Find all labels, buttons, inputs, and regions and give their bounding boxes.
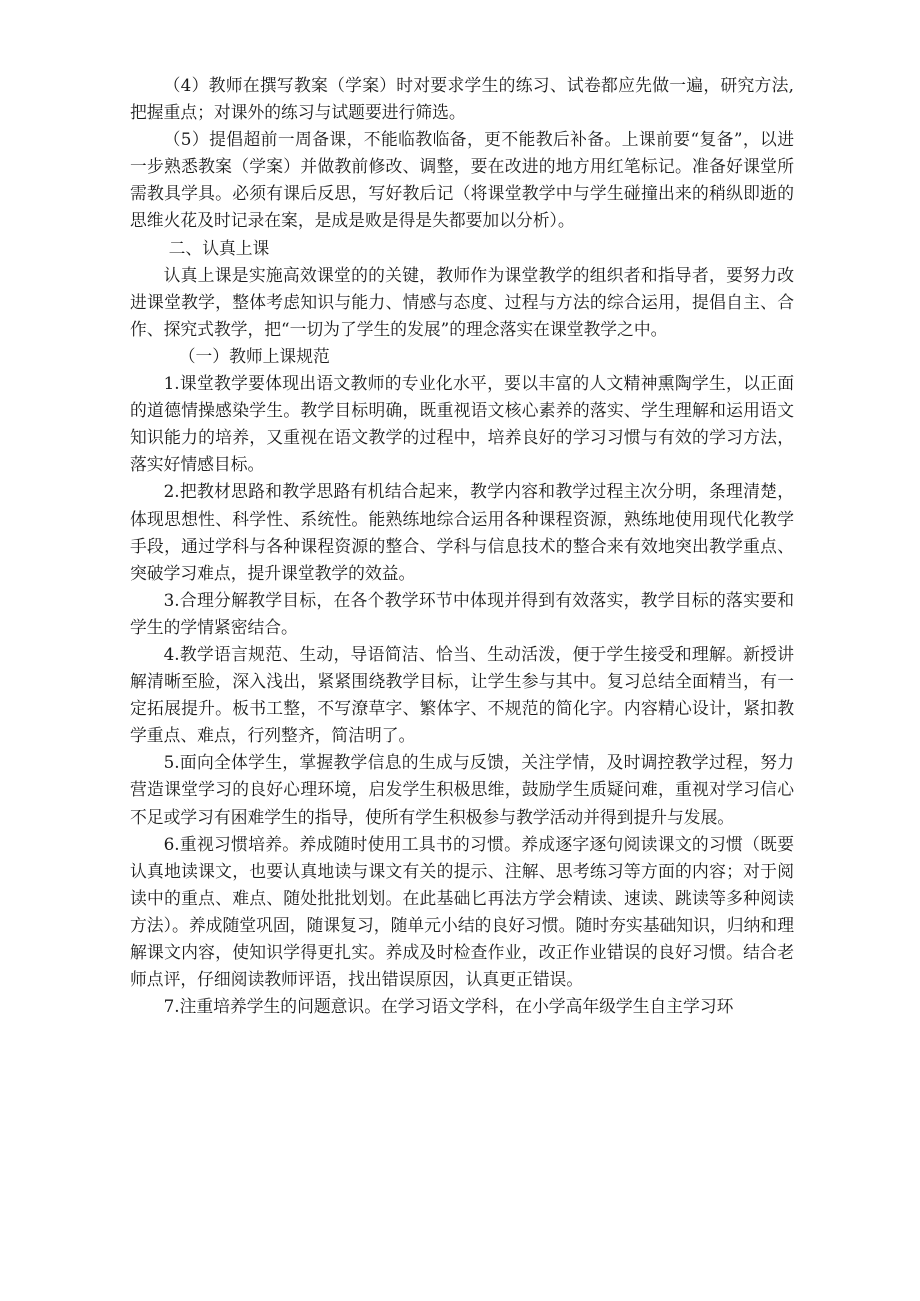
- paragraph-rule-4: 4.教学语言规范、生动，导语简洁、恰当、生动活泼，便于学生接受和理解。新授讲解清晰至脸，深入浅出，紧紧围绕教学目标，让学生参与其中。复习总结全面精当，有一定拓展提升。板书工整，不写潦草字、繁体字、不规范的简化字。内容精心设计，紧扣教学重点、难点，行列整齐，简洁明了。: [130, 643, 794, 746]
- paragraph-rule-6: 6.重视习惯培养。养成随时使用工具书的习惯。养成逐字逐句阅读课文的习惯（既要认真地读课文，也要认真地读与课文有关的提示、注解、思考练习等方面的内容；对于阅读中的重点、难点、随处批批划划。在此基础匕再法方学会精读、速读、跳读等多种阅读方法）。养成随堂巩固，随课复习，随单元小结的良好习惯。随时夯实基础知识，归纳和理解课文内容，使知识学得更扎实。养成及时检查作业，改正作业错误的良好习惯。结合老师点评，仔细阅读教师评语，找出错误原因，认真更正错误。: [130, 833, 794, 990]
- section-heading: 二、认真上课: [168, 237, 270, 258]
- paragraph-item-4: （4）教师在撰写教案（学案）时对要求学生的练习、试卷都应先做一遍，研究方法,把握重点；对课外的练习与试题要进行筛选。: [130, 75, 794, 123]
- paragraph-item-5: （5）提倡超前一周备课，不能临教临备，更不能教后补备。上课前要“复备”，以进一步熟悉教案（学案）并做教前修改、调整，要在改进的地方用红笔标记。准备好课堂所需教具学具。必须有课后反思，写好教后记（将课堂教学中与学生碰撞出来的稍纵即逝的思维火花及时记录在案，是成是败是得是失都要加以分析）。: [130, 129, 794, 231]
- paragraph-rule-2: 2.把教材思路和教学思路有机结合起来，教学内容和教学过程主次分明，条理清楚，体现思想性、科学性、系统性。能熟练地综合运用各种课程资源，熟练地使用现代化教学手段，通过学科与各种课程资源的整合、学科与信息技术的整合来有效地突出教学重点、突破学习难点，提升课堂教学的效益。: [130, 481, 794, 583]
- paragraph-rule-3: 3.合理分解教学目标，在各个教学环节中体现并得到有效落实，教学目标的落实要和学生的学情紧密结合。: [130, 589, 794, 637]
- document-body: [130, 72, 794, 1020]
- paragraph-rule-1: 1.课堂教学要体现出语文教师的专业化水平，要以丰富的人文精神熏陶学生，以正面的道德情操感染学生。教学目标明确，既重视语文核心素养的落实、学生理解和运用语文知识能力的培养，又重视在语文教学的过程中，培养良好的学习习惯与有效的学习方法，落实好情感目标。: [130, 373, 794, 475]
- paragraph-rule-7: 7.注重培养学生的问题意识。在学习语文学科，在小学高年级学生自主学习环: [163, 996, 734, 1017]
- subsection-heading: （一）教师上课规范: [178, 345, 330, 366]
- section-intro-paragraph: 认真上课是实施高效课堂的的关键，教师作为课堂教学的组织者和指导者，要努力改进课堂教学，整体考虑知识与能力、情感与态度、过程与方法的综合运用，提倡自主、合作、探究式教学，把“一切为了学生的发展”的理念落实在课堂教学之中。: [130, 264, 794, 339]
- paragraph-rule-5: 5.面向全体学生，掌握教学信息的生成与反馈，关注学情，及时调控教学过程，努力营造课堂学习的良好心理环境，启发学生积极思维，鼓励学生质疑问难，重视对学习信心不足或学习有困难学生的指导，使所有学生积极参与教学活动并得到提升与发展。: [130, 752, 794, 827]
